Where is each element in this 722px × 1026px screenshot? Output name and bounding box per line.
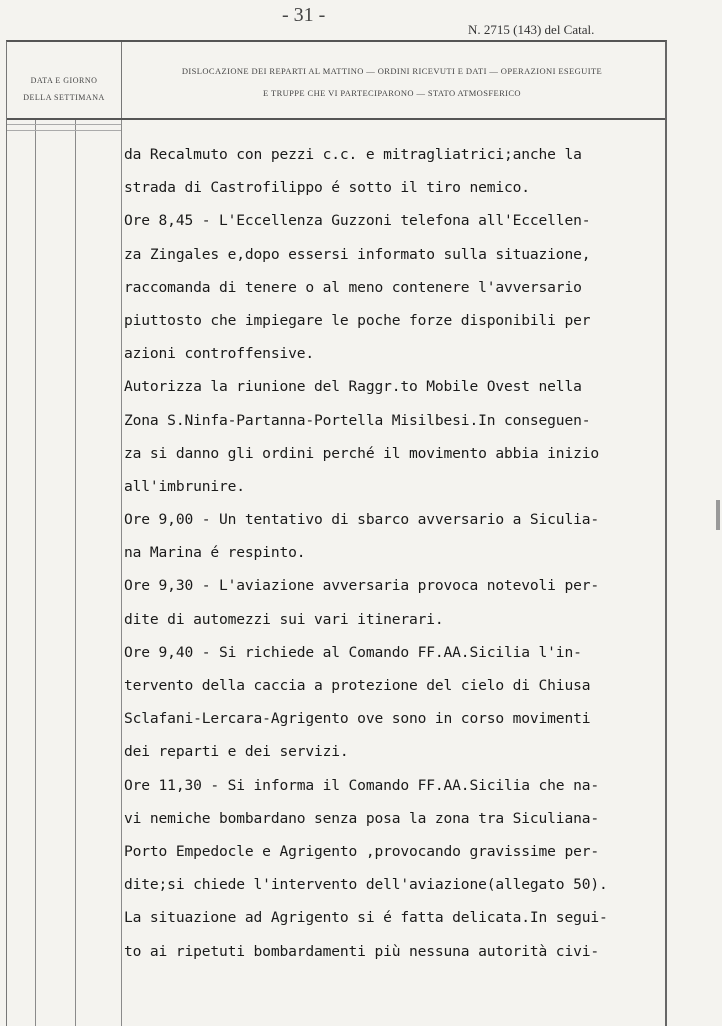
operations-header-line2: E TRUPPE CHE VI PARTECIPARONO — STATO ATMOSFERICO <box>263 88 521 98</box>
text-line: Ore 9,30 - L'aviazione avversaria provoca notevoli per- <box>124 577 599 595</box>
text-line: da Recalmuto con pezzi c.c. e mitragliatrici;anche la <box>124 146 582 163</box>
text-line: Ore 8,45 - L'Eccellenza Guzzoni telefona all'Eccellen- <box>124 212 591 230</box>
text-line: Sclafani-Lercara-Agrigento ove sono in corso movimenti <box>124 710 591 728</box>
margin-mark <box>716 500 720 530</box>
text-line: Autorizza la riunione del Raggr.to Mobile Ovest nella <box>124 378 582 396</box>
page-number: - 31 - <box>282 4 326 26</box>
column-divider <box>121 120 122 1026</box>
text-line: za Zingales e,dopo essersi informato sulla situazione, <box>124 245 591 263</box>
text-line: dite di automezzi sui vari itinerari. <box>124 610 444 628</box>
operations-column-header <box>122 42 662 118</box>
catalog-reference: N. 2715 (143) del Catal. <box>468 22 595 37</box>
column-divider <box>35 120 36 1026</box>
table-header <box>7 42 665 120</box>
text-line: za si danno gli ordini perché il movimento abbia inizio <box>124 444 599 462</box>
text-line: na Marina é respinto. <box>124 544 306 562</box>
text-line: Porto Empedocle e Agrigento ,provocando gravissime per- <box>124 842 599 860</box>
text-line: Ore 9,00 - Un tentativo di sbarco avversario a Siculia- <box>124 511 599 529</box>
text-line: Ore 9,40 - Si richiede al Comando FF.AA.Sicilia l'in- <box>124 643 582 661</box>
typed-log-body <box>124 138 660 968</box>
date-column-header <box>7 42 122 118</box>
text-line: Ore 11,30 - Si informa il Comando FF.AA.Sicilia che na- <box>124 776 599 794</box>
text-line: raccomanda di tenere o al meno contenere l'avversario <box>124 278 582 296</box>
text-line: vi nemiche bombardano senza posa la zona tra Siculiana- <box>124 809 599 827</box>
row-rule <box>7 124 121 125</box>
text-line: all'imbrunire. <box>124 477 245 495</box>
text-line: to ai ripetuti bombardamenti più nessuna autorità civi- <box>124 942 599 960</box>
text-line: tervento della caccia a protezione del cielo di Chiusa <box>124 677 591 694</box>
text-line: strada di Castrofilippo é sotto il tiro nemico. <box>124 179 530 197</box>
text-line: La situazione ad Agrigento si é fatta delicata.In segui- <box>124 909 608 927</box>
row-rule <box>7 130 121 131</box>
operations-header-line1: DISLOCAZIONE DEI REPARTI AL MATTINO — ORDINI RICEVUTI E DATI — OPERAZIONI ESEGUITE <box>181 66 603 76</box>
date-header-line1: DATA E GIORNO <box>30 76 98 85</box>
date-header-line2: DELLA SETTIMANA <box>23 93 105 102</box>
text-line: dei reparti e dei servizi. <box>124 743 349 761</box>
text-line: Zona S.Ninfa-Partanna-Portella Misilbesi.In conseguen- <box>124 411 591 429</box>
column-divider <box>75 120 76 1026</box>
text-line: piuttosto che impiegare le poche forze disponibili per <box>124 311 591 329</box>
text-line: azioni controffensive. <box>124 345 314 363</box>
text-line: dite;si chiede l'intervento dell'aviazione(allegato 50). <box>124 876 608 894</box>
